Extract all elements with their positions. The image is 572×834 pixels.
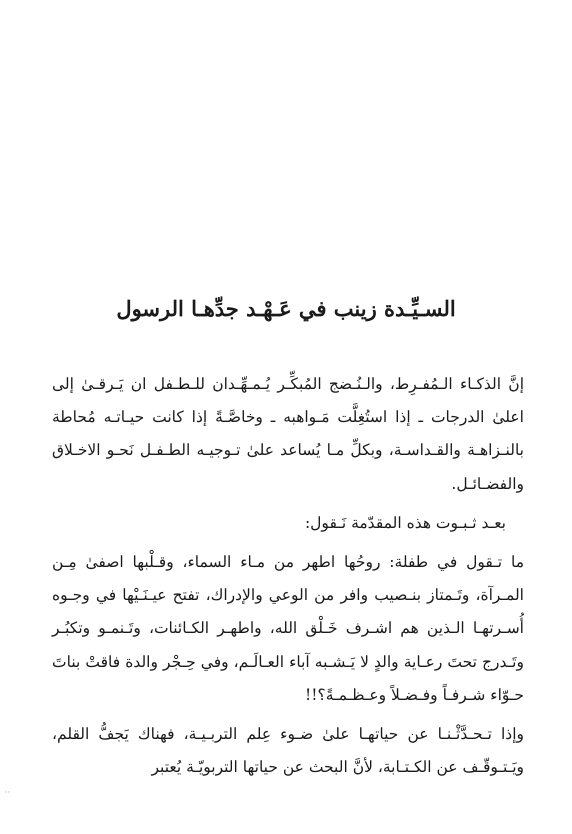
corner-marks: ·· [4, 788, 10, 797]
body-text [52, 368, 524, 784]
paragraph-intro: إنَّ الذكـاء الـمُفـرِط، والـنُـضج المُبكِّـر يُـمـهِّـدان للـطـفل ان يَـرقـىٰ إلى اعلىٰ الدرجات ـ إذا استُغِلَّت مَـواهبه ـ وخاصَّـةً إذا كانت حيـاتـه مُحاطة بالنـزاهـة والقـداسـة، وبكلِّ مـا يُساعد علىٰ تـوجيـه الطـفـل نَحـو الاخـلاق والفضـائـل. [52, 375, 524, 493]
chapter-title: السـيِّـدة زينب في عَـهْـد جدِّهـا الرسول [116, 296, 456, 321]
paragraph-question: ما تـقول في طفلة: روحُها اطهر من مـاء السماء، وقـلْبها اصفىٰ مِـن المـرآة، وتَـمتاز بنـصيب وافر من الوعي والإدراك، تفتح عيـنَـيْها في وجـوه أُسـرتهـا الـذين هم اشـرف خَـلْق الله، واطهـر الكـائنات، وتَـنمـو وتكبُـر وتَـدرج تحتَ رعـاية والدٍ لا يَـشـبه آباء العـالَـم، وفي حِـجْر والدة فاقتْ بناتَ حـوّاء شـرفـاً وفـضـلاً وعـظـمـةً؟!! [52, 553, 524, 704]
paragraph-preface: بعـد ثـبـوت هذه المقدّمة نَـقول: [304, 513, 506, 532]
paragraph-upbringing: وإذا تـحـدَّثْـنـا عن حياتهـا علىٰ ضـوء عِلم التربـيـة، فهناك يَجفُّ القلم، ويَـتـوقّـف عن الكـتـابة، لأنَّ البحث عن حياتها التربويّـة يُعتبر [52, 725, 524, 777]
